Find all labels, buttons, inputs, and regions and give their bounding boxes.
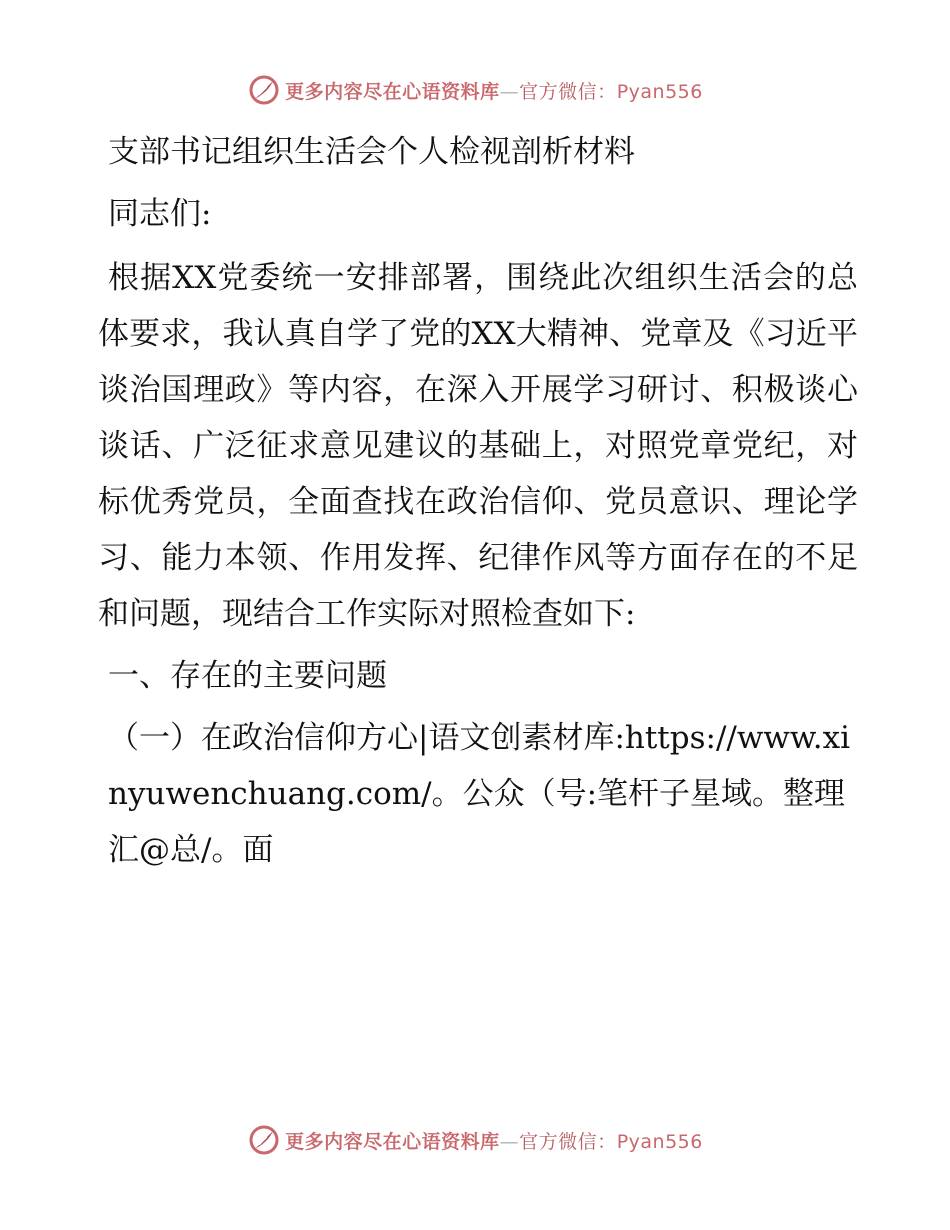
watermark-account: Pyan556 bbox=[616, 80, 703, 103]
header-watermark bbox=[0, 70, 950, 110]
feather-logo-icon bbox=[247, 1123, 281, 1157]
watermark-brand: 更多内容尽在心语资料库 bbox=[285, 1130, 500, 1153]
watermark-wechat-label: 官方微信： bbox=[519, 1130, 617, 1153]
subsection-heading: （一）在政治信仰方心|语文创素材库:https://www.xinyuwenchuang.com/。公众（号:笔杆子星域。整理汇@总/。面 bbox=[108, 720, 851, 868]
intro-paragraph: 根据XX党委统一安排部署，围绕此次组织生活会的总体要求，我认真自学了党的XX大精神、党章及《习近平谈治国理政》等内容，在深入开展学习研讨、积极谈心谈话、广泛征求意见建议的基础上，对照党章党纪，对标优秀党员，全面查找在政治信仰、党员意识、理论学习、能力本领、作用发挥、纪律作风等方面存在的不足和问题，现结合工作实际对照检查如下: bbox=[98, 260, 858, 632]
watermark-account: Pyan556 bbox=[616, 1130, 703, 1153]
watermark-text bbox=[285, 77, 703, 104]
document-title: 支部书记组织生活会个人检视剖析材料 bbox=[108, 134, 635, 170]
watermark-separator: — bbox=[499, 1130, 520, 1153]
feather-logo-icon bbox=[247, 73, 281, 107]
watermark-separator: — bbox=[499, 80, 520, 103]
footer-watermark bbox=[0, 1120, 950, 1160]
watermark-brand: 更多内容尽在心语资料库 bbox=[285, 80, 500, 103]
section-heading: 一、存在的主要问题 bbox=[108, 658, 387, 694]
watermark-text bbox=[285, 1127, 703, 1154]
watermark-wechat-label: 官方微信： bbox=[519, 80, 617, 103]
salutation: 同志们: bbox=[108, 196, 212, 232]
document-body bbox=[98, 124, 858, 878]
